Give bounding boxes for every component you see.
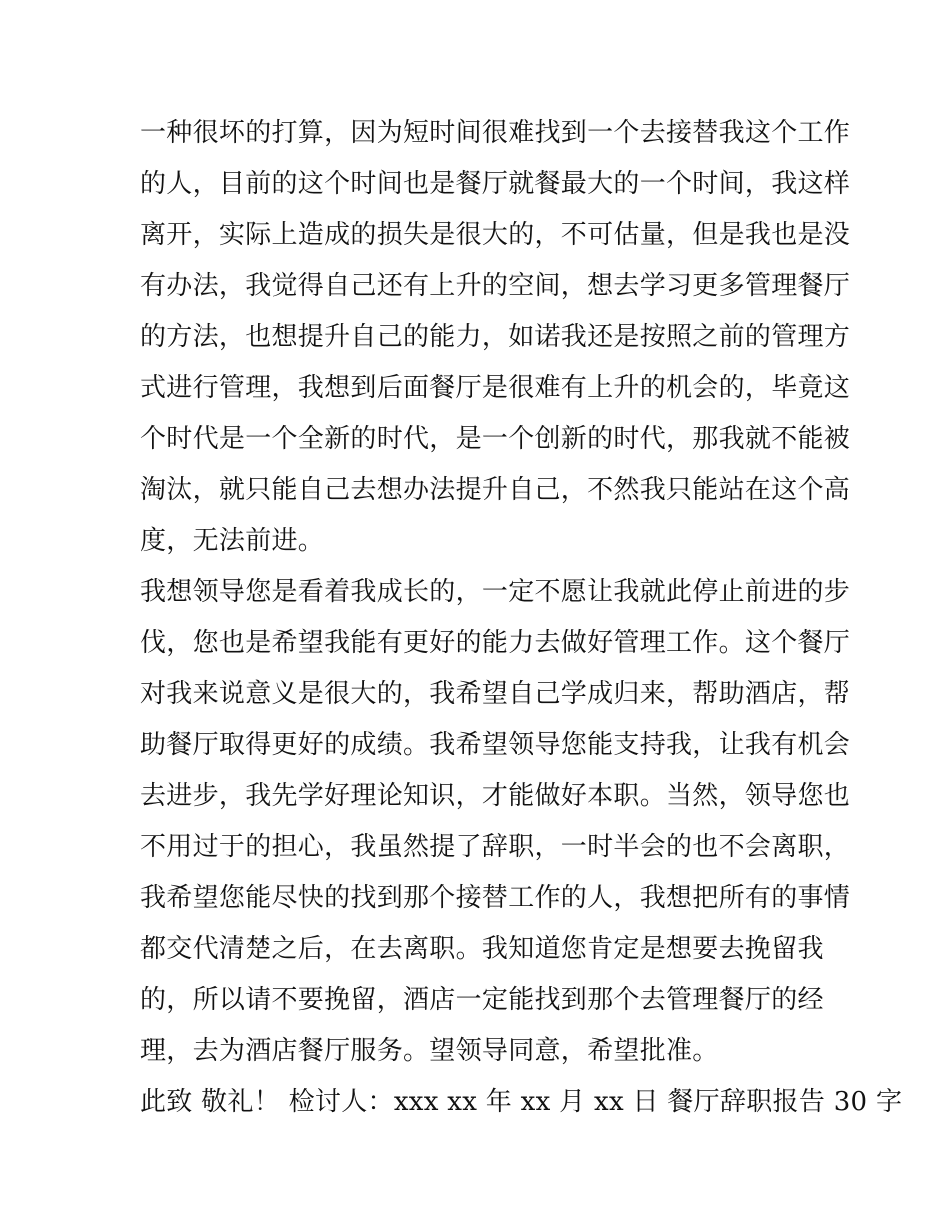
closing-line: 此致 敬礼！ 检讨人：xxx xx 年 xx 月 xx 日 餐厅辞职报告 30 字: [140, 1087, 903, 1117]
text-line: 对我来说意义是很大的，我希望自己学成归来，帮助酒店，帮: [140, 679, 851, 709]
text-line: 理，去为酒店餐厅服务。望领导同意，希望批准。: [140, 1036, 719, 1066]
text-line: 度，无法前进。: [140, 526, 325, 556]
text-line: 助餐厅取得更好的成绩。我希望领导您能支持我，让我有机会: [140, 730, 851, 760]
text-line: 个时代是一个全新的时代，是一个创新的时代，那我就不能被: [140, 424, 851, 454]
text-line: 的，所以请不要挽留，酒店一定能找到那个去管理餐厅的经: [140, 985, 824, 1015]
text-line: 离开，实际上造成的损失是很大的，不可估量，但是我也是没: [140, 220, 851, 250]
paragraph: [140, 567, 851, 1077]
body-text: [140, 108, 903, 1128]
text-line: 我想领导您是看着我成长的，一定不愿让我就此停止前进的步: [140, 577, 851, 607]
text-line: 有办法，我觉得自己还有上升的空间，想去学习更多管理餐厅: [140, 271, 851, 301]
text-line: 淘汰，就只能自己去想办法提升自己，不然我只能站在这个高: [140, 475, 851, 505]
paragraph: [140, 108, 851, 567]
text-line: 我希望您能尽快的找到那个接替工作的人，我想把所有的事情: [140, 883, 851, 913]
text-line: 式进行管理，我想到后面餐厅是很难有上升的机会的，毕竟这: [140, 373, 851, 403]
text-line: 伐，您也是希望我能有更好的能力去做好管理工作。这个餐厅: [140, 628, 851, 658]
text-line: 去进步，我先学好理论知识，才能做好本职。当然，领导您也: [140, 781, 851, 811]
text-line: 一种很坏的打算，因为短时间很难找到一个去接替我这个工作: [140, 118, 851, 148]
text-line: 都交代清楚之后，在去离职。我知道您肯定是想要去挽留我: [140, 934, 824, 964]
text-line: 的人，目前的这个时间也是餐厅就餐最大的一个时间，我这样: [140, 169, 851, 199]
text-line: 不用过于的担心，我虽然提了辞职，一时半会的也不会离职，: [140, 832, 851, 862]
text-line: 的方法，也想提升自己的能力，如诺我还是按照之前的管理方: [140, 322, 851, 352]
